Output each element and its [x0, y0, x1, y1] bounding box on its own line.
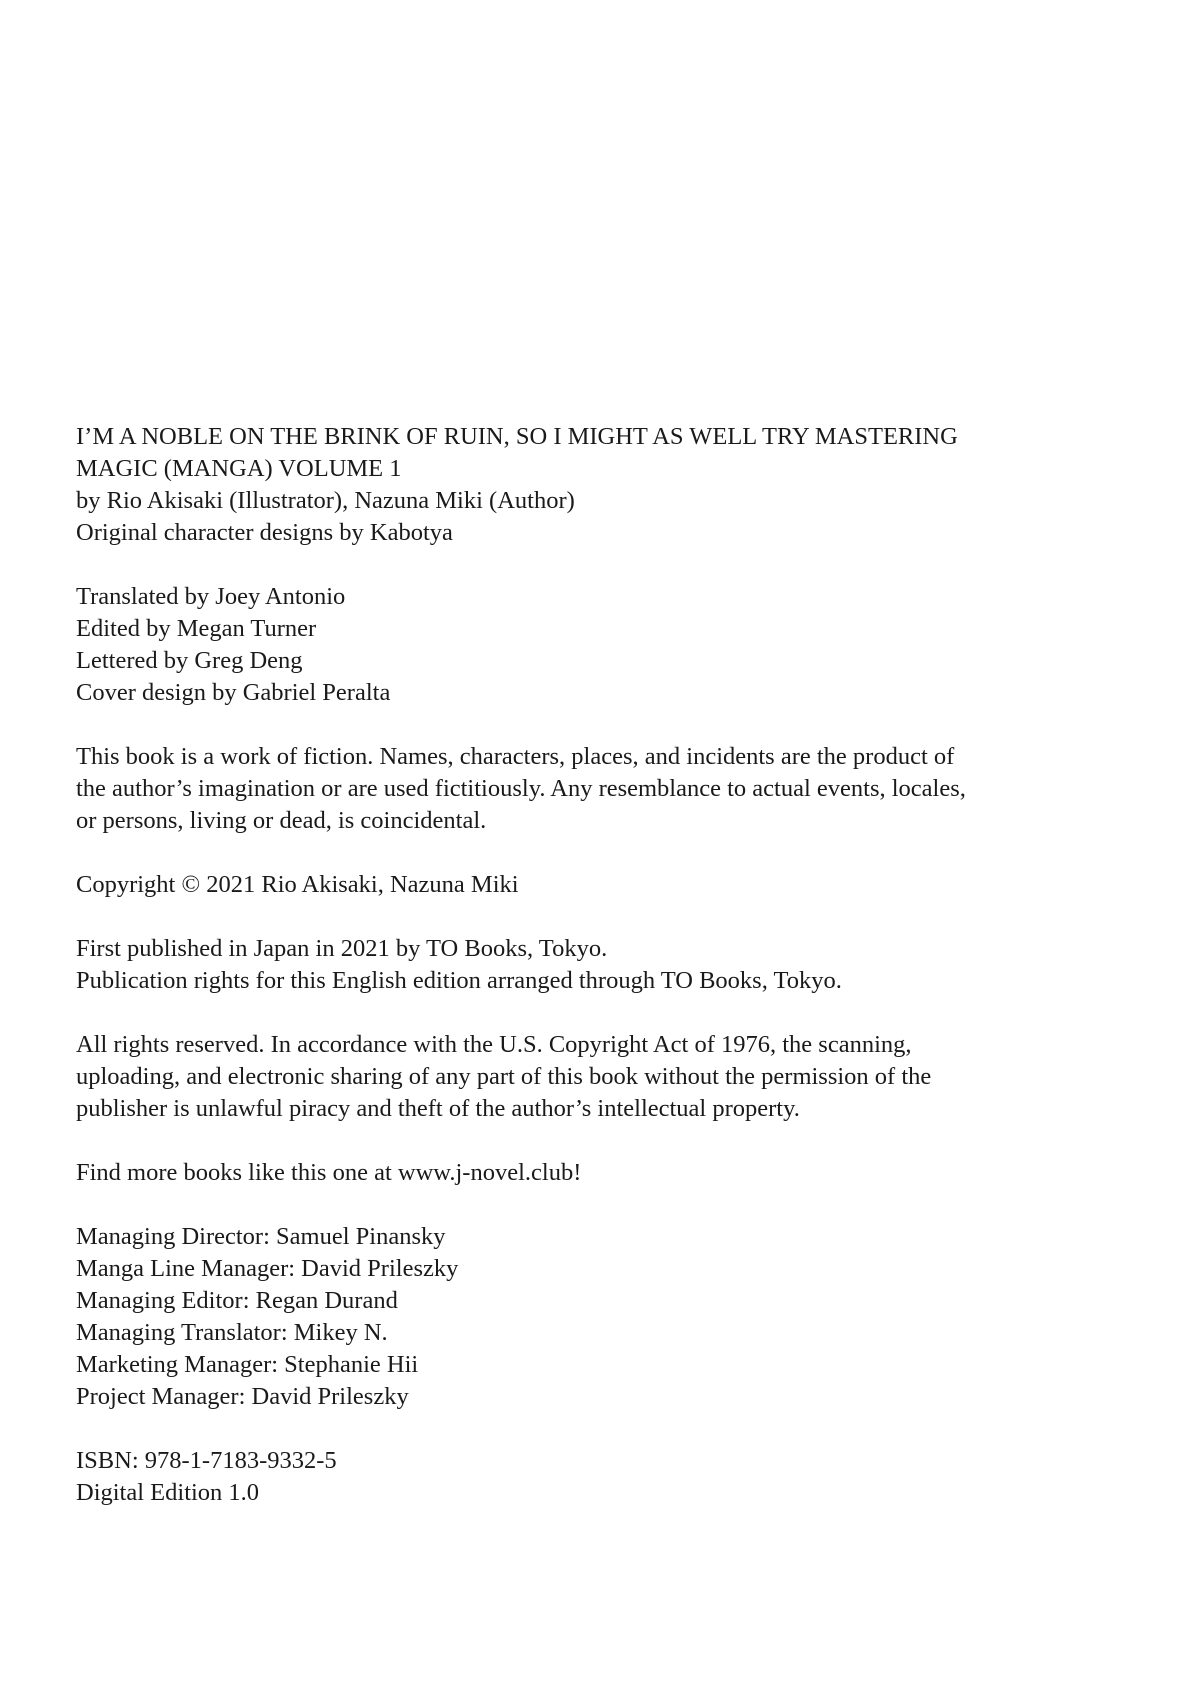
title-block — [76, 421, 1136, 549]
cover-design-credit: Cover design by Gabriel Peralta — [76, 679, 391, 706]
staff-marketing-manager: Marketing Manager: Stephanie Hii — [76, 1351, 419, 1378]
character-designs-credit: Original character designs by Kabotya — [76, 519, 453, 546]
copyright-page — [76, 421, 1136, 1541]
rights-line: publisher is unlawful piracy and theft of the author’s intellectual property. — [76, 1095, 800, 1122]
book-title-line-1: I’M A NOBLE ON THE BRINK OF RUIN, SO I MIGHT AS WELL TRY MASTERING — [76, 423, 958, 450]
book-title-line-2: MAGIC (MANGA) VOLUME 1 — [76, 455, 402, 482]
first-published-line: First published in Japan in 2021 by TO Books, Tokyo. — [76, 935, 608, 962]
copyright-notice: Copyright © 2021 Rio Akisaki, Nazuna Miki — [76, 871, 519, 898]
fiction-notice — [76, 741, 1136, 837]
fiction-notice-line: the author’s imagination or are used fictitiously. Any resemblance to actual events, locales, — [76, 775, 966, 802]
staff-project-manager: Project Manager: David Prileszky — [76, 1383, 409, 1410]
staff-manga-line-manager: Manga Line Manager: David Prileszky — [76, 1255, 459, 1282]
rights-line: All rights reserved. In accordance with the U.S. Copyright Act of 1976, the scanning, — [76, 1031, 912, 1058]
staff-block — [76, 1221, 1136, 1413]
letterer-credit: Lettered by Greg Deng — [76, 647, 303, 674]
copyright-block — [76, 869, 1136, 901]
isbn: ISBN: 978-1-7183-9332-5 — [76, 1447, 337, 1474]
editor-credit: Edited by Megan Turner — [76, 615, 317, 642]
publication-block — [76, 933, 1136, 997]
staff-managing-editor: Managing Editor: Regan Durand — [76, 1287, 398, 1314]
find-more-block — [76, 1157, 1136, 1189]
isbn-block — [76, 1445, 1136, 1509]
translator-credit: Translated by Joey Antonio — [76, 583, 346, 610]
credits-block — [76, 581, 1136, 709]
edition: Digital Edition 1.0 — [76, 1479, 260, 1506]
fiction-notice-line: This book is a work of fiction. Names, characters, places, and incidents are the product of — [76, 743, 955, 770]
staff-managing-director: Managing Director: Samuel Pinansky — [76, 1223, 446, 1250]
rights-line: uploading, and electronic sharing of any part of this book without the permission of the — [76, 1063, 932, 1090]
publication-rights-line: Publication rights for this English edition arranged through TO Books, Tokyo. — [76, 967, 842, 994]
byline: by Rio Akisaki (Illustrator), Nazuna Miki (Author) — [76, 487, 575, 514]
fiction-notice-line: or persons, living or dead, is coincidental. — [76, 807, 487, 834]
staff-managing-translator: Managing Translator: Mikey N. — [76, 1319, 388, 1346]
rights-block — [76, 1029, 1136, 1125]
find-more-line: Find more books like this one at www.j-novel.club! — [76, 1159, 582, 1186]
